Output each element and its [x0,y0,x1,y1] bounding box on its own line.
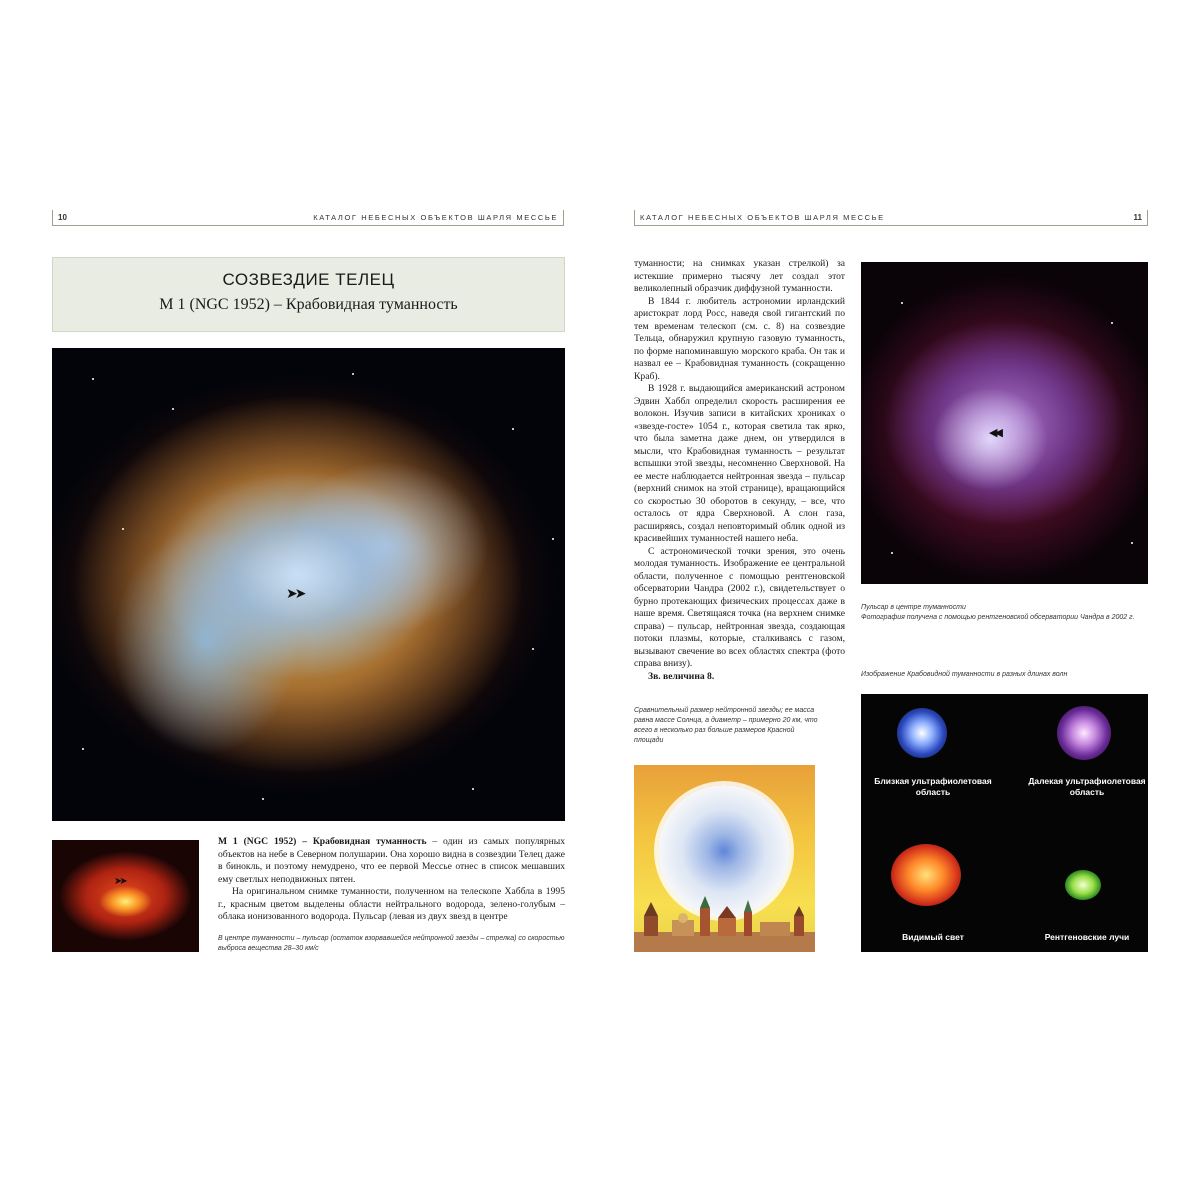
caption-pulsar-inset: В центре туманности – пульсар (остаток взорвавшейся нейтронной звезды – стрелка) со скоростью выброса вещества 28–30 км/с [218,935,565,952]
running-head-title: КАТАЛОГ НЕБЕСНЫХ ОБЪЕКТОВ ШАРЛЯ МЕССЬЕ [640,213,885,222]
right-page [600,0,1200,1200]
running-head-left [52,210,564,226]
chandra-xray-photo [861,262,1148,584]
page-subtitle: М 1 (NGC 1952) – Крабовидная туманность [159,296,458,313]
paragraph: М 1 (NGC 1952) – Крабовидная туманность – один из самых популярных объектов на небе в Северном полушарии. Она хорошо видна в созвездии Телец даже в бинокль, и поэтому немудрено, что ее первой Мессье отнес в список мешавших ему светлых неподвижных пятен. [218,836,565,885]
paragraph [634,671,845,684]
paragraph: В 1928 г. выдающийся американский астроном Эдвин Хаббл определил скорость расширения ее волокон. Изучив записи в китайских хрониках о «звезде-госте» 1054 г., которая светила так ярко, что была заметна даже днем, он утвердился в мысли, что Крабовидная туманность – результат вспышки этой звезды, несомненно Сверхновой. На ее месте наблюдается нейтронная звезда – пульсар (верхний снимок на этой странице), вращающийся со скоростью 30 оборотов в секунду, – все, что осталось от ядра Сверхновой. А слон газа, расширяясь, создал неповторимый облик одной из красивейших туманностей нашего неба. [634,383,845,544]
far-uv-blob [1057,706,1111,760]
pulsar-inset-photo [52,840,199,952]
label-far-uv: Далекая ультрафиолетовая область [1028,776,1146,797]
running-head-right [634,210,1148,226]
pulsar-arrow-icon: ➤➤ [114,876,125,887]
intro-text [218,836,565,924]
paragraph: туманности; на снимках указан стрелкой) за истекшие примерно тысячу лет создал этот великолепный образчик диффузной туманности. [634,258,845,294]
magnitude: Зв. величина 8. [648,670,715,682]
crab-nebula-photo [52,348,565,821]
caption-xray: Пульсар в центре туманности Фотография получена с помощью рентгеновской обсерватории Чандра в 2002 г. [861,604,1135,621]
label-near-uv: Близкая ультрафиолетовая область [874,776,992,797]
xray-blob [1065,870,1101,900]
running-head-title: КАТАЛОГ НЕБЕСНЫХ ОБЪЕКТОВ ШАРЛЯ МЕССЬЕ [313,213,558,222]
label-visible-light: Видимый свет [902,932,964,942]
visible-light-blob [891,844,961,906]
multiwavelength-panel [861,694,1148,952]
page-number: 10 [58,213,67,222]
title-block [52,257,565,332]
page-number: 11 [1133,213,1142,222]
page-title: СОЗВЕЗДИЕ ТЕЛЕЦ [222,270,395,289]
neutron-star-comparison-image [634,765,815,952]
pulsar-arrow-icon: ◀◀ [989,426,1000,439]
caption-wavelengths: Изображение Крабовидной туманности в разных длинах волн [861,671,1068,678]
label-xray: Рентгеновские лучи [1044,932,1130,942]
caption-neutron-star-size: Сравнительный размер нейтронной звезды; ее масса равна массе Солнца, а диаметр – примерно 20 км, что всего в несколько раз больше размеров Красной площади [634,707,818,744]
paragraph: С астрономической точки зрения, это очень молодая туманность. Изображение ее центральной области, полученное с помощью рентгеновской обсерватории Чандра (2002 г.), свидетельствует о бурно протекающих физических процессах даже в наше время. Светящаяся точка (на верхнем снимке справа) – пульсар, нейтронная звезда, создающая потоки плазмы, которые, сталкиваясь с газом, вызывают свечение во всех областях спектра (фото справа внизу). [634,545,845,669]
paragraph: В 1844 г. любитель астрономии ирландский аристократ лорд Росс, наведя свой гигантский по тем временам телескоп (см. с. 8) на созвездие Тельца, обнаружил крупную газовую туманность, по форме напоминавшую морского краба. Он так и назвал ее – Крабовидная туманность (сокращенно Краб). [634,295,845,382]
paragraph: На оригинальном снимке туманности, полученном на телескопе Хаббла в 1995 г., красным цветом выделены области нейтрального водорода, зелено-голубым – облака ионизованного водорода. Пульсар (левая из двух звезд в центре [218,886,565,922]
main-text-column [634,258,845,683]
pulsar-arrow-icon: ➤➤ [286,586,304,602]
near-uv-blob [897,708,947,758]
object-name: М 1 (NGC 1952) – Крабовидная туманность [218,836,427,847]
red-square-skyline [634,894,815,952]
